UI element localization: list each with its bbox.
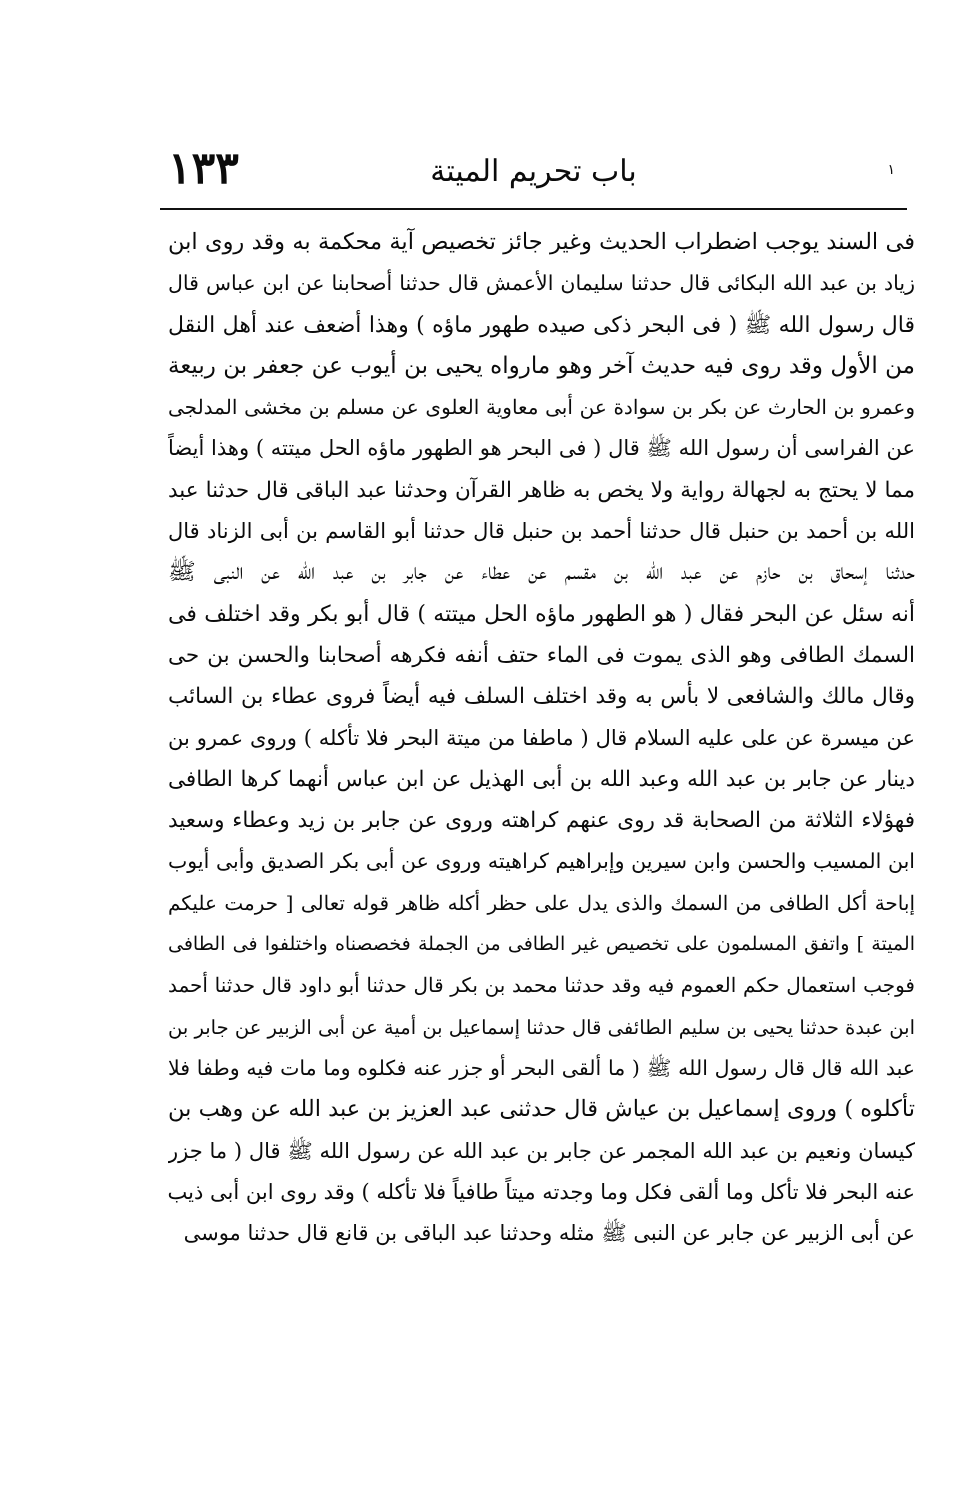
text-line: تأكلوه ) وروى إسماعيل بن عياش قال حدثنى عبد العزيز بن عبد الله عن وهب بن (168, 1096, 915, 1123)
page-number: ١٣٣ (168, 143, 239, 194)
text-line: وقال مالك والشافعى لا بأس به وقد اختلف السلف فيه أيضاً فروى عطاء بن السائب (168, 684, 915, 710)
text-line: عبد الله قال قال رسول الله ﷺ ( ما ألقى البحر أو جزر عنه فكلوه وما مات فيه وطفا فلا (168, 1055, 915, 1080)
text-line: فوجب استعمال حكم العموم فيه وقد حدثنا محمد بن بكر قال حدثنا أبو داود قال حدثنا أحمد (168, 973, 915, 998)
text-line: ابن المسيب والحسن وابن سيرين وإبراهيم كراهيته وروى عن أبى بكر الصديق وأبى أيوب (168, 849, 915, 874)
chapter-title: باب تحريم الميتة (430, 154, 637, 189)
text-line: زياد بن عبد الله البكائى قال حدثنا سليمان الأعمش قال حدثنا أصحابنا عن ابن عباس قال (168, 271, 915, 296)
text-line: إباحة أكل الطافى من السمك والذى يدل على حظر أكله ظاهر قوله تعالى [ حرمت عليكم (168, 890, 915, 915)
text-line: عن الفراسى أن رسول الله ﷺ قال ( فى البحر هو الطهور ماؤه الحل ميتته ) وهذا أيضاً (168, 436, 915, 461)
body-text (168, 222, 915, 1254)
text-line: قال رسول الله ﷺ ( فى البحر ذكى صيده طهور ماؤه ) وهذا أضعف عند أهل النقل (168, 312, 915, 338)
text-line: عن أبى الزبير عن جابر عن النبى ﷺ مثله وحدثنا عبد الباقى بن قانع قال حدثنا موسى (183, 1221, 915, 1246)
page-header (160, 140, 907, 210)
text-line: مما لا يحتج به لجهالة رواية ولا يخص به ظاهر القرآن وحدثنا عبد الباقى قال حدثنا عبد (168, 477, 915, 503)
text-line: الميتة ] واتفق المسلمون على تخصيص غير الطافى من الجملة فخصصناه واختلفوا فى الطافى (168, 933, 915, 956)
text-line: فهؤلاء الثلاثة من الصحابة قد روى عنهم كراهته وروى عن جابر بن زيد وعطاء وسعيد (168, 808, 915, 834)
text-line: حدثنا إسحاق بن حازم عن عبد الله بن مقسم عن عطاء عن جابر بن عبد الله عن النبى ﷺ (168, 559, 915, 586)
text-line: كيسان ونعيم بن عبد الله المجمر عن جابر بن عبد الله عن رسول الله ﷺ قال ( ما جزر (168, 1138, 915, 1163)
text-line: من الأول وقد روى فيه حديث آخر وهو مارواه يحيى بن أيوب عن جعفر بن ربيعة (168, 352, 915, 379)
text-line: ابن عبدة حدثنا يحيى بن سليم الطائفى قال حدثنا إسماعيل بن أمية عن أبى الزبير عن جابر بن (168, 1015, 915, 1039)
text-line: فى السند يوجب اضطراب الحديث وغير جائز تخصيص آية محكمة به وقد روى ابن (168, 229, 915, 255)
text-line: عن ميسرة عن على عليه السلام قال ( ماطفا من ميتة البحر فلا تأكله ) وروى عمرو بن (168, 725, 915, 750)
text-line: السمك الطافى وهو الذى يموت فى الماء حتف أنفه فكرهه أصحابنا والحسن بن حى (168, 642, 915, 668)
text-line: الله بن أحمد بن حنبل قال حدثنا أحمد بن حنبل قال حدثنا أبو القاسم بن أبى الزناد قال (168, 519, 915, 544)
header-divider (160, 208, 907, 210)
text-line: عنه البحر فلا تأكل وما ألقى فكل وما وجدته ميتاً طافياً فلا تأكله ) وقد روى ابن أبى ذيب (168, 1179, 915, 1204)
text-line: أنه سئل عن البحر فقال ( هو الطهور ماؤه الحل ميتته ) قال أبو بكر وقد اختلف فى (168, 601, 915, 627)
text-line: دينار عن جابر بن عبد الله وعبد الله بن أبى الهذيل عن ابن عباس أنهما كرها الطافى (168, 766, 915, 792)
corner-mark: ١ (887, 162, 895, 178)
text-line: وعمرو بن الحارث عن بكر بن سوادة عن أبى معاوية العلوى عن مسلم بن مخشى المدلجى (168, 395, 915, 420)
